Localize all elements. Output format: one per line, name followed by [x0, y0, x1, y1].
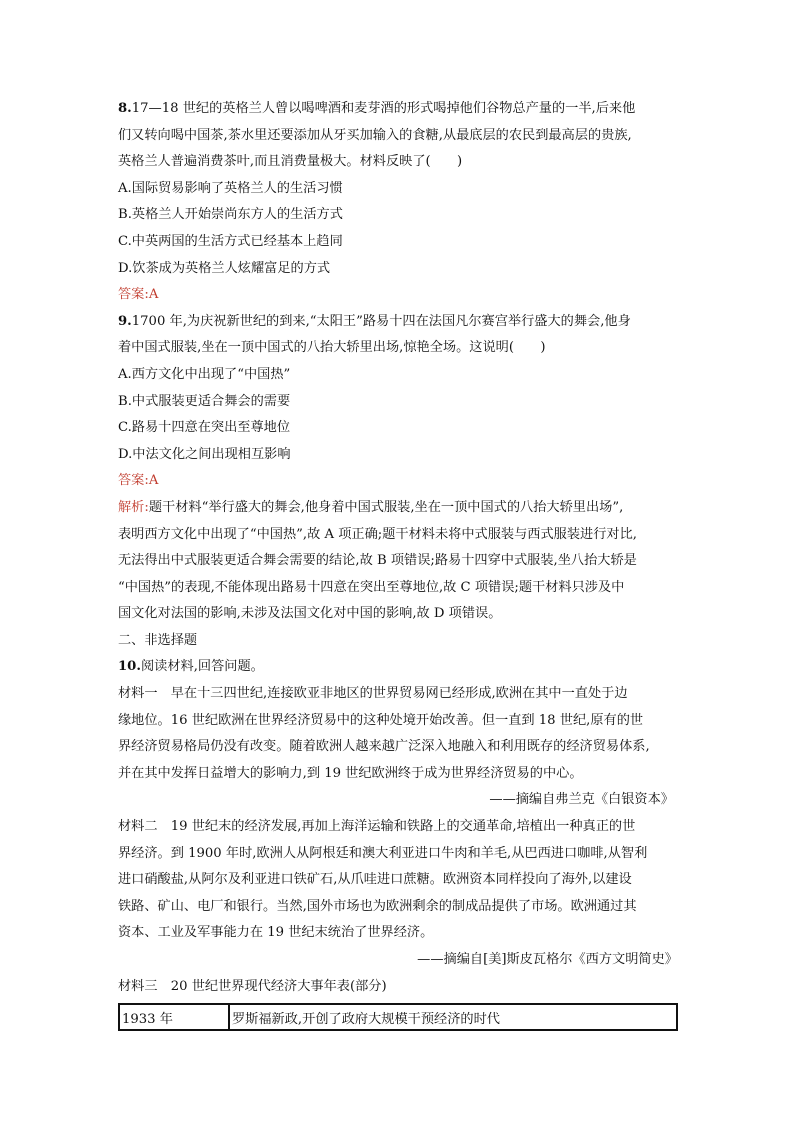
material-2-source: ——摘编自[美]斯皮瓦格尔《西方文明简史》: [417, 952, 678, 967]
q9-analysis-text-1: 题干材料“举行盛大的舞会,他身着中国式服装,坐在一顶中国式的八抬大轿里出场”,: [148, 499, 624, 515]
table-cell-event: 罗斯福新政,开创了政府大规模干预经济的时代: [229, 1004, 677, 1030]
events-table: [118, 1003, 678, 1031]
q9-option-a: A.西方文化中出现了“中国热”: [118, 366, 291, 382]
q8-answer: 答案:A: [118, 287, 159, 303]
q8-option-a: A.国际贸易影响了英格兰人的生活习惯: [118, 180, 343, 196]
q8-option-b: B.英格兰人开始崇尚东方人的生活方式: [118, 207, 343, 223]
q9-answer: 答案:A: [118, 473, 159, 489]
document-page: [118, 96, 678, 1031]
q9-option-b: B.中式服装更适合舞会的需要: [118, 393, 291, 409]
q9-analysis-line-3: 无法得出中式服装更适合舞会需要的结论,故 B 项错误;路易十四穿中式服装,坐八抬大轿是: [118, 553, 637, 569]
q9-stem-text-1: 1700 年,为庆祝新世纪的到来,“太阳王”路易十四在法国凡尔赛宫举行盛大的舞会,他身: [131, 313, 631, 329]
material-2-line-2: 界经济。到 1900 年时,欧洲人从阿根廷和澳大利亚进口牛肉和羊毛,从巴西进口咖啡,从智利: [118, 845, 648, 861]
q9-stem-line-1: [118, 309, 678, 336]
material-1-line-3: 界经济贸易格局仍没有改变。随着欧洲人越来越广泛深入地融入和利用既存的经济贸易体系,: [118, 739, 650, 755]
material-1-line-1: 材料一 早在十三四世纪,连接欧亚非地区的世界贸易网已经形成,欧洲在其中一直处于边: [118, 686, 628, 702]
material-2-line-3: 进口硝酸盐,从阿尔及利亚进口铁矿石,从爪哇进口蔗糖。欧洲资本同样投向了海外,以建设: [118, 872, 632, 888]
q9-analysis-line-4: “中国热”的表现,不能体现出路易十四意在突出至尊地位,故 C 项错误;题干材料只涉及中: [118, 579, 625, 595]
q9-option-c: C.路易十四意在突出至尊地位: [118, 420, 291, 436]
q9-analysis-line-1: [118, 495, 678, 522]
material-2-line-4: 铁路、矿山、电厂和银行。当然,国外市场也为欧洲剩余的制成品提供了市场。欧洲通过其: [118, 898, 637, 914]
material-1-line-4: 并在其中发挥日益增大的影响力,到 19 世纪欧洲终于成为世界经济贸易的中心。: [118, 765, 583, 781]
material-2-line-5: 资本、工业及军事能力在 19 世纪末统治了世界经济。: [118, 925, 434, 941]
material-3-title: 材料三 20 世纪世界现代经济大事年表(部分): [118, 978, 387, 994]
material-2-line-1: 材料二 19 世纪末的经济发展,再加上海洋运输和铁路上的交通革命,培植出一种真正的世: [118, 819, 636, 835]
table-row: [119, 1004, 677, 1030]
section-heading: 二、非选择题: [118, 632, 198, 648]
q8-option-d: D.饮茶成为英格兰人炫耀富足的方式: [118, 260, 331, 276]
q9-option-d: D.中法文化之间出现相互影响: [118, 446, 291, 462]
material-1-source: ——摘编自弗兰克《白银资本》: [489, 792, 674, 808]
q8-option-c: C.中英两国的生活方式已经基本上趋同: [118, 233, 343, 249]
q10-number: 10.: [118, 659, 141, 675]
q8-stem-line-2: 们又转向喝中国茶,茶水里还要添加从牙买加输入的食糖,从最底层的农民到最高层的贵族,: [118, 127, 632, 143]
q10-stem-text: 阅读材料,回答问题。: [140, 659, 264, 675]
q9-analysis-line-5: 国文化对法国的影响,未涉及法国文化对中国的影响,故 D 项错误。: [118, 606, 502, 622]
table-cell-year: 1933 年: [119, 1004, 229, 1030]
q8-number: 8.: [118, 101, 132, 116]
q9-analysis-label: 解析:: [118, 499, 149, 515]
q8-stem-text-1: 17—18 世纪的英格兰人曾以喝啤酒和麦芽酒的形式喝掉他们谷物总产量的一半,后来他: [131, 101, 636, 116]
q8-stem-line-1: [118, 96, 678, 123]
q9-analysis-line-2: 表明西方文化中出现了“中国热”,故 A 项正确;题干材料未将中式服装与西式服装进行对比,: [118, 526, 637, 542]
q9-stem-line-2: 着中国式服装,坐在一顶中国式的八抬大轿里出场,惊艳全场。这说明( ): [118, 340, 546, 356]
q9-number: 9.: [118, 313, 132, 329]
q10-stem: [118, 654, 678, 681]
material-1-line-2: 缘地位。16 世纪欧洲在世界经济贸易中的这种处境开始改善。但一直到 18 世纪,原有的世: [118, 712, 644, 728]
q8-stem-line-3: 英格兰人普遍消费茶叶,而且消费量极大。材料反映了( ): [118, 154, 463, 170]
